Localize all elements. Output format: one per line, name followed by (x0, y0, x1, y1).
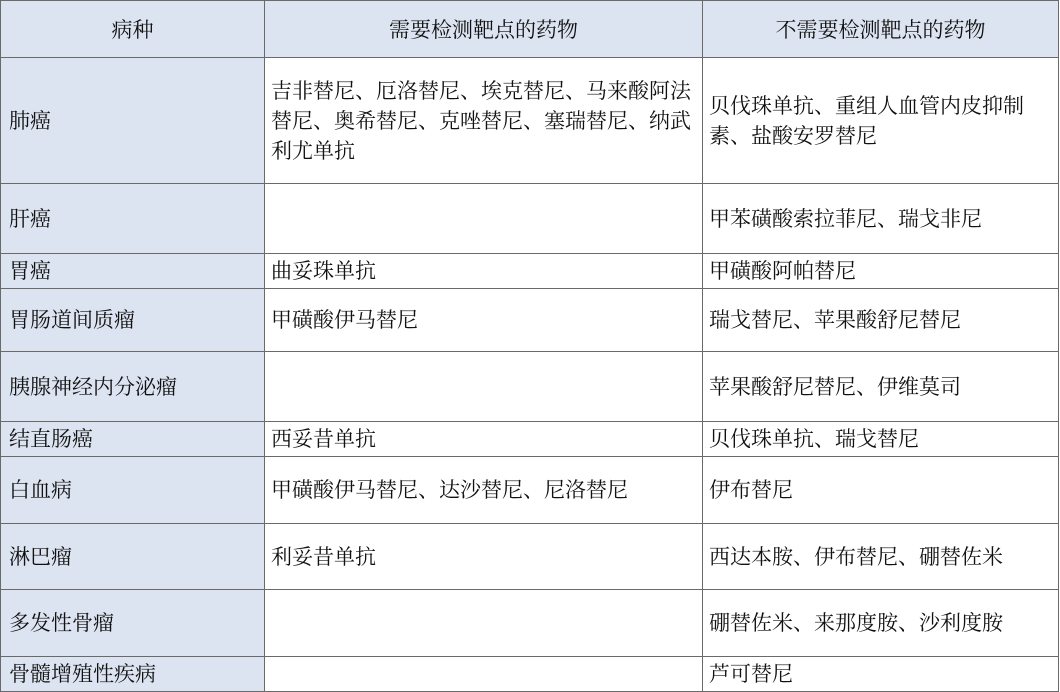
test-required-cell: 甲磺酸伊马替尼、达沙替尼、尼洛替尼 (265, 457, 703, 524)
disease-cell: 结直肠癌 (1, 422, 265, 457)
header-disease: 病种 (1, 1, 265, 58)
disease-cell: 肝癌 (1, 184, 265, 254)
table-row (1, 289, 1059, 352)
disease-cell: 肺癌 (1, 58, 265, 184)
disease-cell: 白血病 (1, 457, 265, 524)
table-row (1, 254, 1059, 289)
no-test-required-cell: 伊布替尼 (703, 457, 1059, 524)
test-required-cell: 吉非替尼、厄洛替尼、埃克替尼、马来酸阿法替尼、奥希替尼、克唑替尼、塞瑞替尼、纳武利尤单抗 (265, 58, 703, 184)
header-no-test-required: 不需要检测靶点的药物 (703, 1, 1059, 58)
test-required-cell: 曲妥珠单抗 (265, 254, 703, 289)
no-test-required-cell: 甲磺酸阿帕替尼 (703, 254, 1059, 289)
no-test-required-cell: 甲苯磺酸索拉菲尼、瑞戈非尼 (703, 184, 1059, 254)
no-test-required-cell: 硼替佐米、来那度胺、沙利度胺 (703, 590, 1059, 657)
table-row (1, 352, 1059, 422)
disease-cell: 多发性骨瘤 (1, 590, 265, 657)
no-test-required-cell: 苹果酸舒尼替尼、伊维莫司 (703, 352, 1059, 422)
no-test-required-cell: 贝伐珠单抗、重组人血管内皮抑制素、盐酸安罗替尼 (703, 58, 1059, 184)
table-row (1, 657, 1059, 692)
disease-cell: 淋巴瘤 (1, 524, 265, 590)
table-row (1, 590, 1059, 657)
test-required-cell (265, 590, 703, 657)
table-row (1, 457, 1059, 524)
disease-cell: 胃癌 (1, 254, 265, 289)
disease-cell: 胃肠道间质瘤 (1, 289, 265, 352)
no-test-required-cell: 贝伐珠单抗、瑞戈替尼 (703, 422, 1059, 457)
table-row (1, 184, 1059, 254)
table-row (1, 524, 1059, 590)
header-row (1, 1, 1059, 58)
table-row (1, 422, 1059, 457)
no-test-required-cell: 芦可替尼 (703, 657, 1059, 692)
test-required-cell (265, 657, 703, 692)
table-row (1, 58, 1059, 184)
no-test-required-cell: 瑞戈替尼、苹果酸舒尼替尼 (703, 289, 1059, 352)
test-required-cell (265, 352, 703, 422)
no-test-required-cell: 西达本胺、伊布替尼、硼替佐米 (703, 524, 1059, 590)
header-test-required: 需要检测靶点的药物 (265, 1, 703, 58)
disease-cell: 骨髓增殖性疾病 (1, 657, 265, 692)
disease-cell: 胰腺神经内分泌瘤 (1, 352, 265, 422)
test-required-cell: 利妥昔单抗 (265, 524, 703, 590)
test-required-cell: 甲磺酸伊马替尼 (265, 289, 703, 352)
test-required-cell (265, 184, 703, 254)
test-required-cell: 西妥昔单抗 (265, 422, 703, 457)
